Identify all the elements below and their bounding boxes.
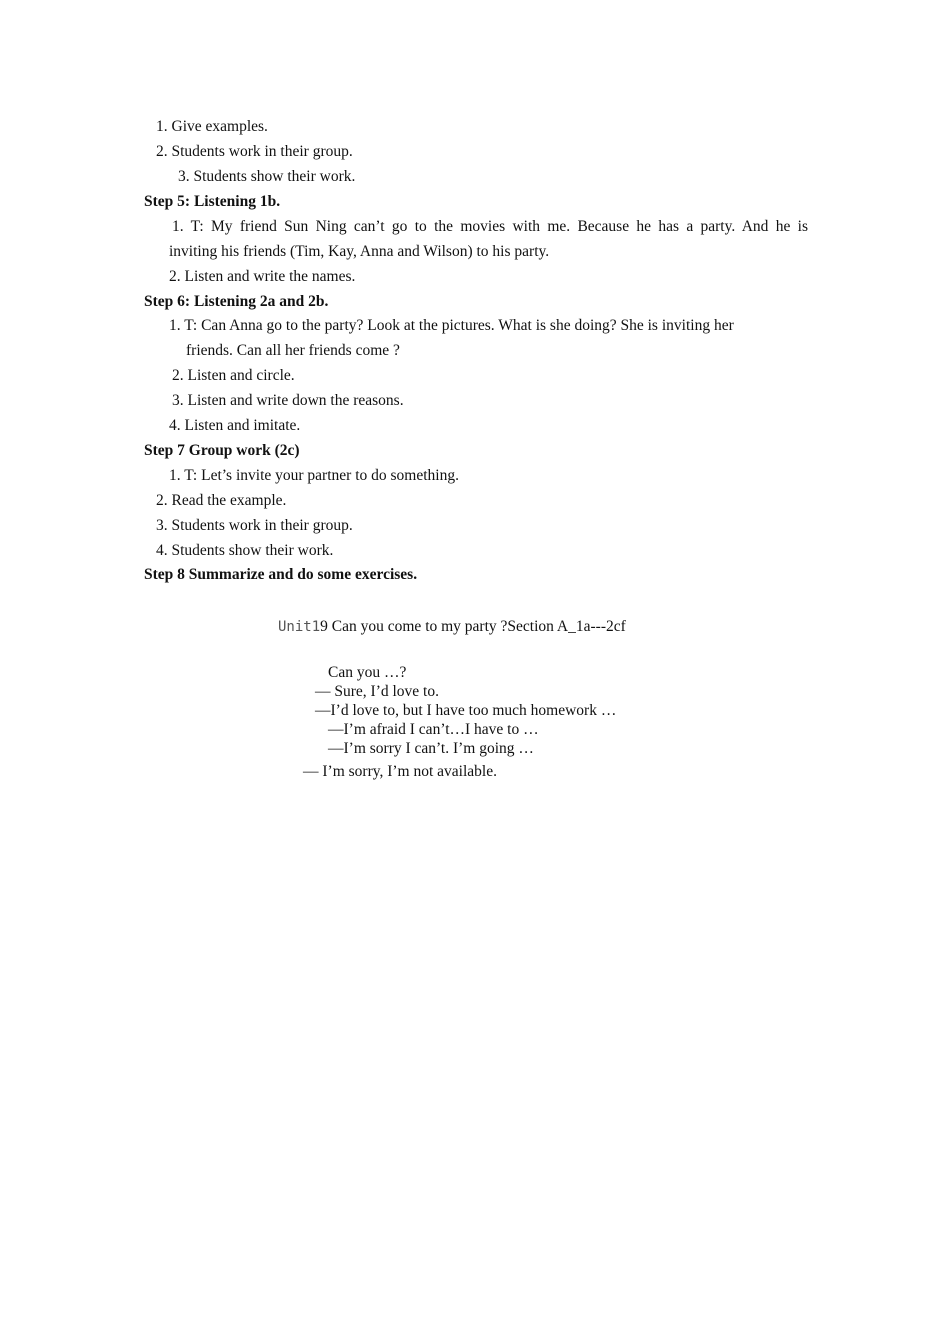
step6-item3: 3. Listen and write down the reasons. (172, 392, 404, 409)
list-item: 2. Students work in their group. (156, 143, 353, 160)
step7-item2: 2. Read the example. (156, 492, 287, 509)
blackboard-title-prefix: Unit1 (278, 619, 321, 635)
blackboard-title-rest: 9 Can you come to my party ?Section A_1a---2cf (320, 618, 626, 635)
step7-heading: Step 7 Group work (2c) (144, 442, 300, 459)
step6-item2: 2. Listen and circle. (172, 367, 295, 384)
step7-item1: 1. T: Let’s invite your partner to do something. (169, 467, 459, 484)
step5-item1-line2: inviting his friends (Tim, Kay, Anna and Wilson) to his party. (169, 243, 550, 260)
blackboard-line: —I’m afraid I can’t…I have to … (328, 721, 539, 738)
step6-item4: 4. Listen and imitate. (169, 417, 301, 434)
step7-item4: 4. Students show their work. (156, 542, 334, 559)
step6-item1-line2: friends. Can all her friends come ? (186, 342, 400, 359)
blackboard-title (278, 617, 626, 637)
list-item: 3. Students show their work. (178, 168, 356, 185)
list-item: 1. Give examples. (156, 118, 268, 135)
blackboard-line: — I’m sorry, I’m not available. (303, 763, 497, 780)
step6-heading: Step 6: Listening 2a and 2b. (144, 293, 329, 310)
step8-heading: Step 8 Summarize and do some exercises. (144, 566, 418, 583)
step6-item1-line1: 1. T: Can Anna go to the party? Look at the pictures. What is she doing? She is inviting her (169, 317, 734, 334)
blackboard-line: — Sure, I’d love to. (315, 683, 439, 700)
step5-item2: 2. Listen and write the names. (169, 268, 356, 285)
blackboard-line: —I’m sorry I can’t. I’m going … (328, 740, 534, 757)
blackboard-line: —I’d love to, but I have too much homework … (315, 702, 617, 719)
blackboard-line: Can you …? (328, 664, 407, 681)
step5-item1-line1: 1. T: My friend Sun Ning can’t go to the movies with me. Because he has a party. And he is (172, 218, 808, 235)
step7-item3: 3. Students work in their group. (156, 517, 353, 534)
step5-heading: Step 5: Listening 1b. (144, 193, 281, 210)
